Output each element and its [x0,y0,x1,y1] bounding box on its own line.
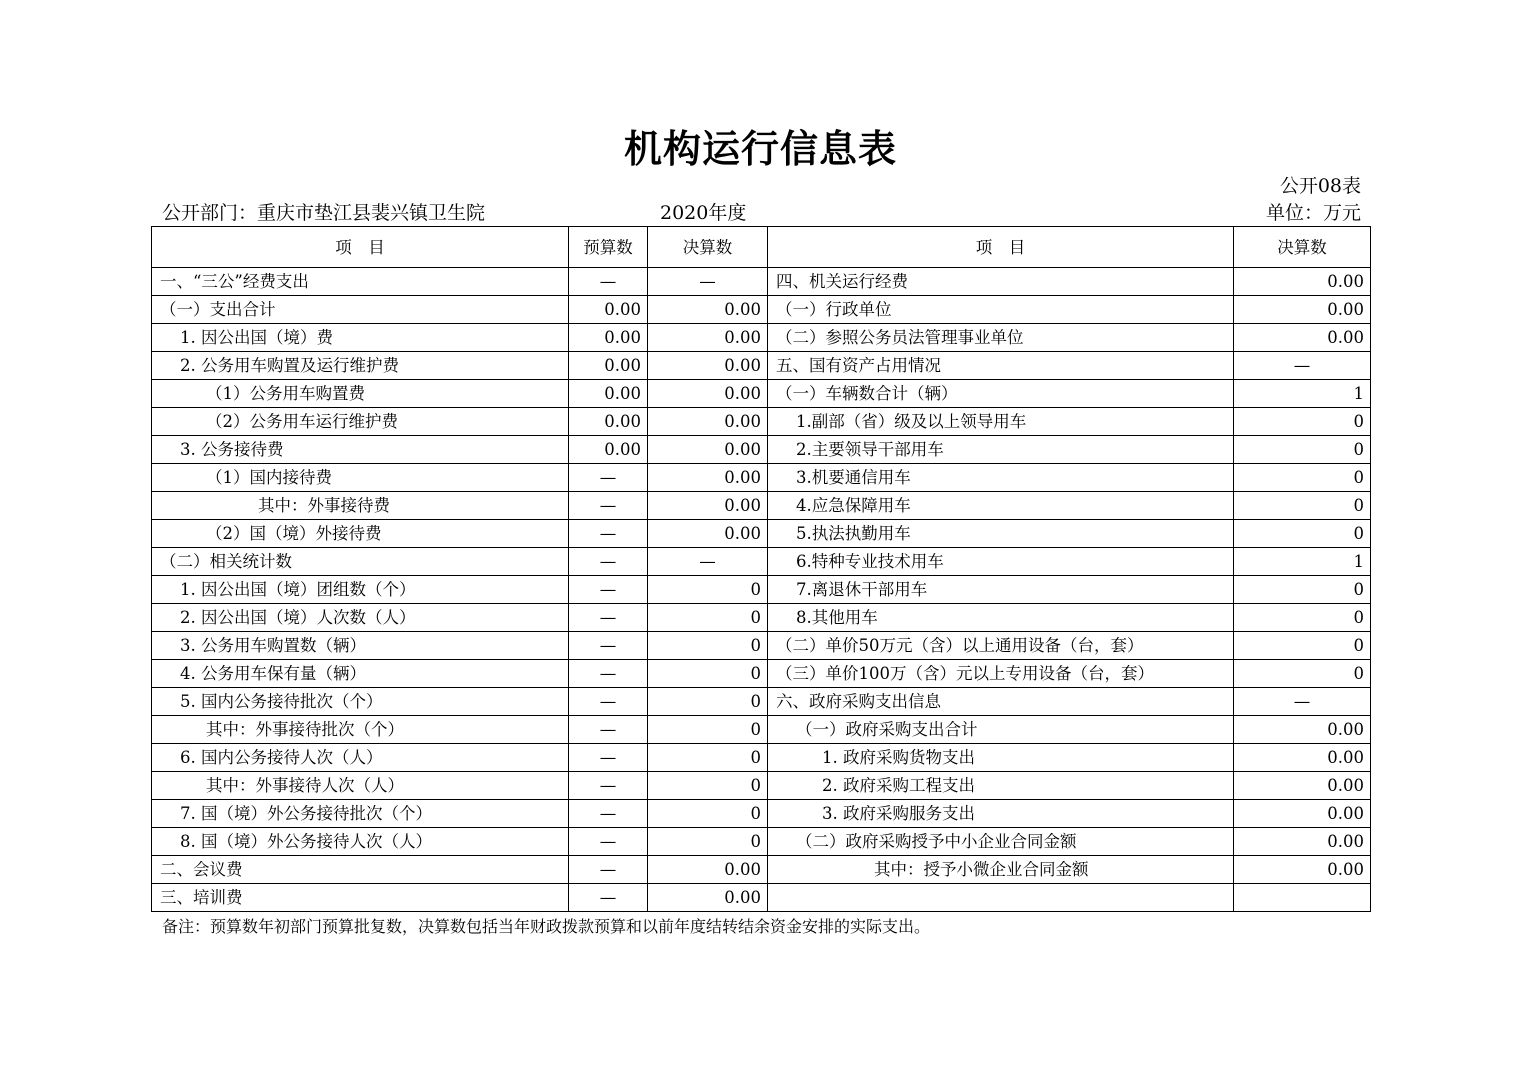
budget-cell: 0.00 [569,296,648,324]
left-item-cell: 2. 因公出国（境）人次数（人） [152,604,569,632]
budget-cell: — [569,828,648,856]
budget-cell: — [569,520,648,548]
final-cell: 0 [648,800,768,828]
final-cell: 0.00 [648,296,768,324]
table-row [152,520,1371,548]
final-cell: 0.00 [648,492,768,520]
budget-cell: 0.00 [569,324,648,352]
final-cell: 0.00 [648,436,768,464]
left-item-cell: 其中：外事接待人次（人） [152,772,569,800]
left-item-cell: 1. 因公出国（境）团组数（个） [152,576,569,604]
right-item-cell: 2. 政府采购工程支出 [768,772,1234,800]
right-item-cell: （一）车辆数合计（辆） [768,380,1234,408]
budget-cell: 0.00 [569,352,648,380]
header-left-item: 项 目 [152,227,569,268]
final-cell: 0.00 [648,884,768,912]
table-row [152,352,1371,380]
left-item-cell: 其中：外事接待批次（个） [152,716,569,744]
budget-cell: — [569,772,648,800]
right-final-cell: 0 [1234,464,1371,492]
right-final-cell: 0.00 [1234,800,1371,828]
final-cell: 0.00 [648,352,768,380]
table-row [152,548,1371,576]
right-item-cell: 3. 政府采购服务支出 [768,800,1234,828]
left-item-cell: 8. 国（境）外公务接待人次（人） [152,828,569,856]
table-row [152,828,1371,856]
right-item-cell: 4.应急保障用车 [768,492,1234,520]
budget-cell: — [569,548,648,576]
budget-cell: 0.00 [569,408,648,436]
right-final-cell: 0 [1234,632,1371,660]
year-label: 2020年度 [660,202,747,224]
table-row [152,884,1371,912]
right-final-cell: 0.00 [1234,296,1371,324]
right-item-cell: 2.主要领导干部用车 [768,436,1234,464]
table-row [152,688,1371,716]
left-item-cell: （1）国内接待费 [152,464,569,492]
page-title: 机构运行信息表 [623,127,897,171]
table-row [152,744,1371,772]
right-item-cell: （二）参照公务员法管理事业单位 [768,324,1234,352]
table-row [152,324,1371,352]
right-final-cell: 0 [1234,576,1371,604]
table-row [152,408,1371,436]
left-item-cell: 7. 国（境）外公务接待批次（个） [152,800,569,828]
table-header-row [152,227,1371,268]
right-item-cell: （三）单价100万（含）元以上专用设备（台，套） [768,660,1234,688]
right-final-cell: — [1234,352,1371,380]
right-final-cell: 0 [1234,492,1371,520]
final-cell: 0 [648,660,768,688]
left-item-cell: 3. 公务用车购置数（辆） [152,632,569,660]
right-final-cell: 0.00 [1234,856,1371,884]
right-final-cell: 1 [1234,380,1371,408]
budget-cell: — [569,268,648,296]
unit-label: 单位：万元 [1265,202,1361,224]
table-row [152,464,1371,492]
table-row [152,772,1371,800]
final-cell: 0.00 [648,324,768,352]
right-item-cell: 8.其他用车 [768,604,1234,632]
left-item-cell: 3. 公务接待费 [152,436,569,464]
left-item-cell: 其中：外事接待费 [152,492,569,520]
left-item-cell: 6. 国内公务接待人次（人） [152,744,569,772]
table-row [152,856,1371,884]
right-final-cell: 0 [1234,436,1371,464]
right-item-cell: 五、国有资产占用情况 [768,352,1234,380]
budget-cell: — [569,744,648,772]
final-cell: 0 [648,744,768,772]
left-item-cell: 5. 国内公务接待批次（个） [152,688,569,716]
right-item-cell: （二）单价50万元（含）以上通用设备（台，套） [768,632,1234,660]
right-final-cell: 0.00 [1234,772,1371,800]
final-cell: 0 [648,828,768,856]
form-number: 公开08表 [1279,175,1361,197]
left-item-cell: 三、培训费 [152,884,569,912]
budget-cell: — [569,688,648,716]
budget-cell: 0.00 [569,436,648,464]
budget-cell: — [569,884,648,912]
right-final-cell: 0.00 [1234,324,1371,352]
right-final-cell [1234,884,1371,912]
left-item-cell: 一、“三公”经费支出 [152,268,569,296]
left-item-cell: 1. 因公出国（境）费 [152,324,569,352]
right-final-cell: 0.00 [1234,828,1371,856]
right-final-cell: 0 [1234,604,1371,632]
right-final-cell: 1 [1234,548,1371,576]
right-item-cell [768,884,1234,912]
right-item-cell: 六、政府采购支出信息 [768,688,1234,716]
left-item-cell: （2）公务用车运行维护费 [152,408,569,436]
table-row [152,492,1371,520]
final-cell: 0 [648,576,768,604]
table-row [152,660,1371,688]
final-cell: — [648,548,768,576]
right-item-cell: （二）政府采购授予中小企业合同金额 [768,828,1234,856]
final-cell: 0.00 [648,380,768,408]
table-row [152,604,1371,632]
left-item-cell: （二）相关统计数 [152,548,569,576]
table-row [152,268,1371,296]
final-cell: 0 [648,688,768,716]
right-final-cell: 0 [1234,520,1371,548]
table-body [152,268,1371,912]
left-item-cell: 4. 公务用车保有量（辆） [152,660,569,688]
meta-line [162,198,1361,224]
final-cell: 0.00 [648,520,768,548]
budget-cell: — [569,800,648,828]
department-label: 公开部门：重庆市垫江县裴兴镇卫生院 [162,202,486,224]
final-cell: 0 [648,716,768,744]
right-item-cell: 四、机关运行经费 [768,268,1234,296]
table-row [152,436,1371,464]
right-item-cell: （一）政府采购支出合计 [768,716,1234,744]
final-cell: 0.00 [648,408,768,436]
right-final-cell: 0.00 [1234,716,1371,744]
budget-cell: — [569,632,648,660]
left-item-cell: 二、会议费 [152,856,569,884]
budget-cell: — [569,716,648,744]
header-final: 决算数 [648,227,768,268]
right-item-cell: （一）行政单位 [768,296,1234,324]
right-final-cell: — [1234,688,1371,716]
right-item-cell: 其中：授予小微企业合同金额 [768,856,1234,884]
right-item-cell: 3.机要通信用车 [768,464,1234,492]
budget-cell: — [569,576,648,604]
right-final-cell: 0.00 [1234,268,1371,296]
final-cell: 0.00 [648,464,768,492]
final-cell: — [648,268,768,296]
budget-cell: — [569,464,648,492]
budget-cell: — [569,492,648,520]
table-row [152,296,1371,324]
table-row [152,576,1371,604]
final-cell: 0 [648,632,768,660]
budget-cell: — [569,604,648,632]
table-row [152,380,1371,408]
header-right-final: 决算数 [1234,227,1371,268]
right-item-cell: 1.副部（省）级及以上领导用车 [768,408,1234,436]
right-final-cell: 0.00 [1234,744,1371,772]
left-item-cell: （1）公务用车购置费 [152,380,569,408]
footnote: 备注：预算数年初部门预算批复数，决算数包括当年财政拨款预算和以前年度结转结余资金安排的实际支出。 [162,917,931,936]
header-right-item: 项 目 [768,227,1234,268]
header-budget: 预算数 [569,227,648,268]
final-cell: 0.00 [648,856,768,884]
table-row [152,716,1371,744]
budget-cell: — [569,856,648,884]
right-item-cell: 6.特种专业技术用车 [768,548,1234,576]
left-item-cell: （一）支出合计 [152,296,569,324]
right-final-cell: 0 [1234,408,1371,436]
info-table [151,226,1371,912]
left-item-cell: （2）国（境）外接待费 [152,520,569,548]
final-cell: 0 [648,772,768,800]
left-item-cell: 2. 公务用车购置及运行维护费 [152,352,569,380]
table-row [152,632,1371,660]
budget-cell: 0.00 [569,380,648,408]
right-item-cell: 7.离退休干部用车 [768,576,1234,604]
right-final-cell: 0 [1234,660,1371,688]
final-cell: 0 [648,604,768,632]
table-row [152,800,1371,828]
right-item-cell: 1. 政府采购货物支出 [768,744,1234,772]
right-item-cell: 5.执法执勤用车 [768,520,1234,548]
budget-cell: — [569,660,648,688]
